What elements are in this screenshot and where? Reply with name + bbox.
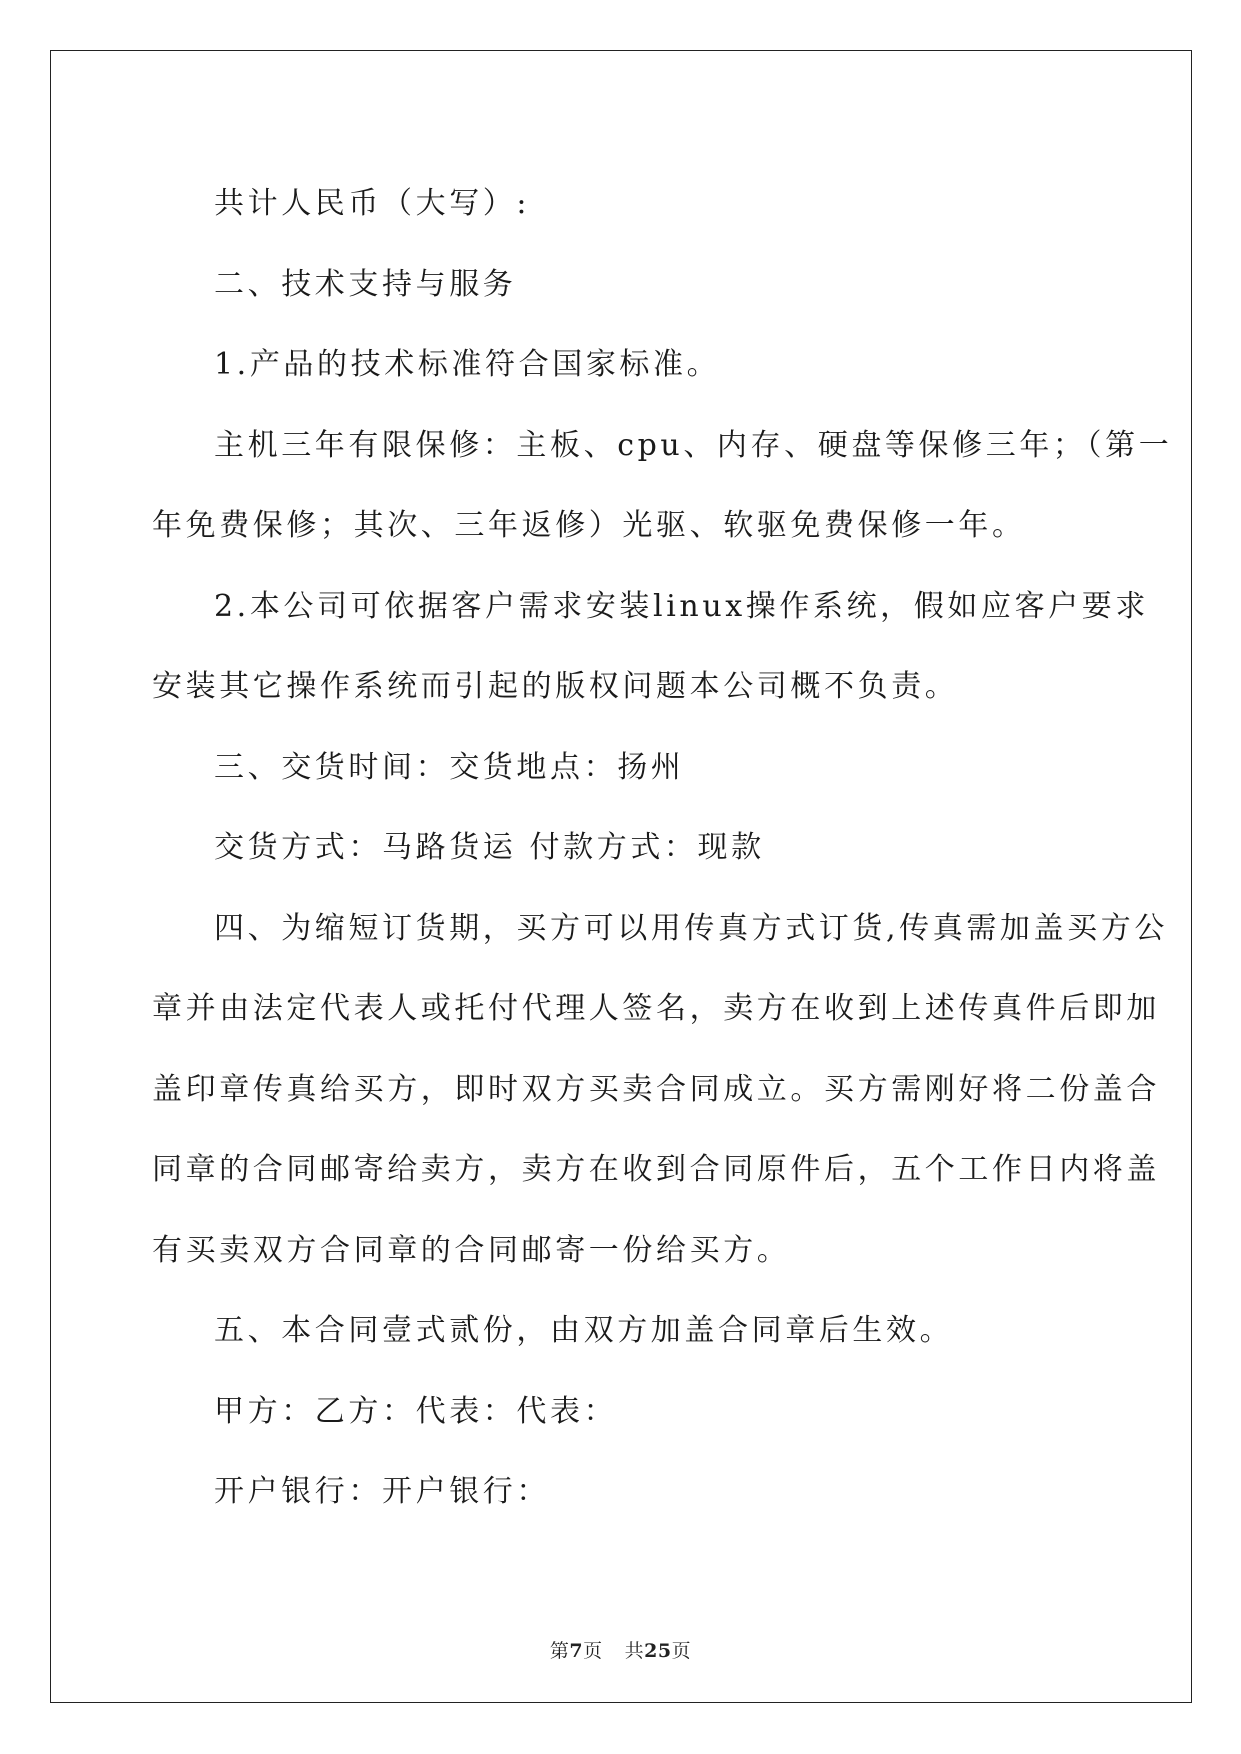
paragraph-fax-order-cont-2: 盖印章传真给买方，即时双方买卖合同成立。买方需刚好将二份盖合 (152, 1071, 1160, 1107)
paragraph-total-amount: 共计人民币（大写）: (214, 186, 531, 221)
paragraph-os-install-cont: 安装其它操作系统而引起的版权问题本公司概不负责。 (152, 669, 959, 704)
signature-banks: 开户银行：开户银行： (214, 1474, 550, 1509)
paragraph-os-install: 2.本公司可依据客户需求安装linux操作系统，假如应客户要求 (214, 588, 1149, 624)
page-footer (0, 1636, 1241, 1663)
page-prefix: 第 (549, 1640, 570, 1662)
total-suffix: 页 (671, 1640, 692, 1662)
paragraph-warranty-cont: 年免费保修；其次、三年返修）光驱、软驱免费保修一年。 (152, 508, 1026, 543)
paragraph-warranty: 主机三年有限保修：主板、cpu、内存、硬盘等保修三年；（第一 (214, 427, 1173, 463)
document-body (152, 164, 1173, 1533)
paragraph-fax-order-cont-1: 章并由法定代表人或托付代理人签名，卖方在收到上述传真件后即加 (152, 991, 1160, 1026)
total-pages: 25 (644, 1640, 672, 1662)
signature-parties: 甲方：乙方：代表：代表： (214, 1393, 618, 1429)
page-number: 7 (569, 1640, 584, 1662)
paragraph-standard: 1.产品的技术标准符合国家标准。 (214, 347, 721, 382)
paragraph-fax-order: 四、为缩短订货期，买方可以用传真方式订货,传真需加盖买方公 (214, 910, 1168, 946)
total-prefix: 共 (624, 1640, 645, 1662)
paragraph-fax-order-cont-3: 同章的合同邮寄给卖方，卖方在收到合同原件后，五个工作日内将盖 (152, 1152, 1160, 1187)
paragraph-fax-order-cont-4: 有买卖双方合同章的合同邮寄一份给买方。 (152, 1232, 791, 1268)
paragraph-delivery-method: 交货方式：马路货运 付款方式：现款 (214, 830, 765, 865)
page-suffix: 页 (583, 1640, 603, 1662)
heading-tech-support: 二、技术支持与服务 (214, 266, 517, 302)
heading-delivery: 三、交货时间：交货地点：扬州 (214, 749, 685, 785)
paragraph-copies: 五、本合同壹式贰份，由双方加盖合同章后生效。 (214, 1313, 954, 1348)
